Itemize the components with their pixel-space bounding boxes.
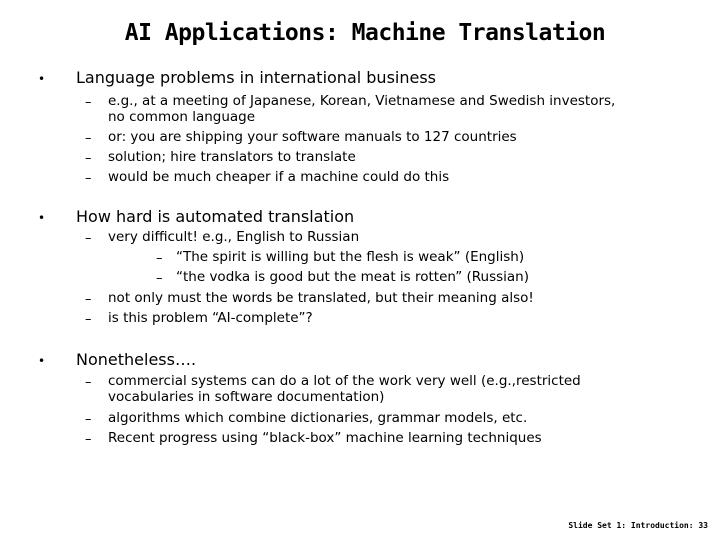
list-item: not only must the words be translated, but their meaning also! — [108, 290, 534, 306]
dash-icon: – — [85, 312, 92, 327]
list-item: “The spirit is willing but the flesh is weak” (English) — [176, 249, 525, 265]
dash-icon: – — [156, 251, 163, 266]
list-item: solution; hire translators to translate — [108, 149, 356, 165]
bullet-icon: • — [38, 72, 46, 86]
dash-icon: – — [85, 171, 92, 186]
dash-icon: – — [85, 412, 92, 427]
dash-icon: – — [85, 231, 92, 246]
bullet-icon: • — [38, 354, 46, 368]
slide-footer: Slide Set 1: Introduction: 33 — [568, 521, 708, 530]
section-heading: How hard is automated translation — [76, 207, 355, 226]
list-item: Recent progress using “black-box” machine learning techniques — [108, 430, 542, 446]
list-item: no common language — [108, 109, 256, 125]
dash-icon: – — [85, 432, 92, 447]
dash-icon: – — [156, 271, 163, 286]
dash-icon: – — [85, 131, 92, 146]
list-item: algorithms which combine dictionaries, grammar models, etc. — [108, 410, 528, 426]
bullet-icon: • — [38, 211, 46, 225]
dash-icon: – — [85, 95, 92, 110]
dash-icon: – — [85, 292, 92, 307]
list-item: or: you are shipping your software manuals to 127 countries — [108, 129, 517, 145]
slide-title: AI Applications: Machine Translation — [124, 20, 606, 46]
section-heading: Language problems in international business — [76, 68, 437, 87]
list-item: “the vodka is good but the meat is rotten” (Russian) — [176, 269, 529, 285]
list-item: is this problem “AI-complete”? — [108, 310, 313, 326]
list-item: e.g., at a meeting of Japanese, Korean, Vietnamese and Swedish investors, — [108, 93, 616, 109]
dash-icon: – — [85, 151, 92, 166]
list-item: would be much cheaper if a machine could do this — [108, 169, 450, 185]
dash-icon: – — [85, 375, 92, 390]
section-heading: Nonetheless…. — [76, 350, 197, 369]
list-item: commercial systems can do a lot of the work very well (e.g.,restricted — [108, 373, 581, 389]
list-item: vocabularies in software documentation) — [108, 389, 385, 405]
list-item: very difficult! e.g., English to Russian — [108, 229, 360, 245]
